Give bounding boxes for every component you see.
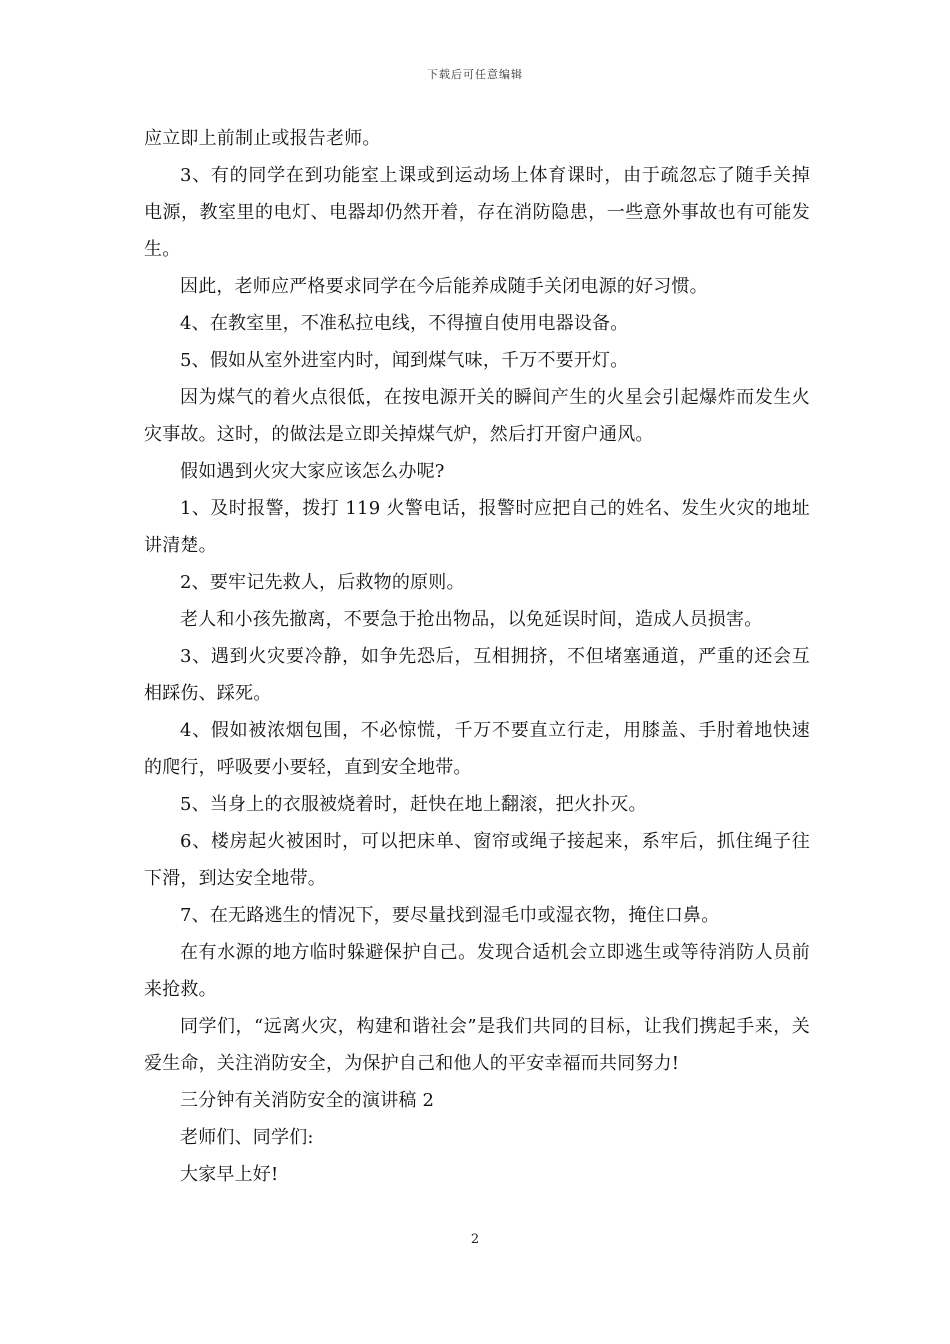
paragraph: 因为煤气的着火点很低，在按电源开关的瞬间产生的火星会引起爆炸而发生火灾事故。这时，的做法是立即关掉煤气炉，然后打开窗户通风。 xyxy=(144,387,810,445)
paragraph: 3、有的同学在到功能室上课或到运动场上体育课时，由于疏忽忘了随手关掉电源，教室里的电灯、电器却仍然开着，存在消防隐患，一些意外事故也有可能发生。 xyxy=(144,165,810,260)
paragraph: 3、遇到火灾要冷静，如争先恐后，互相拥挤，不但堵塞通道，严重的还会互相踩伤、踩死。 xyxy=(144,646,810,704)
salutation: 老师们、同学们: xyxy=(180,1127,314,1148)
paragraph: 同学们，“远离火灾，构建和谐社会”是我们共同的目标，让我们携起手来，关爱生命，关注消防安全，为保护自己和他人的平安幸福而共同努力! xyxy=(144,1016,810,1074)
paragraph: 4、在教室里，不准私拉电线，不得擅自使用电器设备。 xyxy=(180,313,629,334)
paragraph: 应立即上前制止或报告老师。 xyxy=(144,128,381,149)
paragraph: 5、假如从室外进室内时，闻到煤气味，千万不要开灯。 xyxy=(180,350,629,371)
paragraph: 老人和小孩先撤离，不要急于抢出物品，以免延误时间，造成人员损害。 xyxy=(180,609,763,630)
page-number: 2 xyxy=(470,1232,480,1247)
page-header: 下载后可任意编辑 xyxy=(427,68,523,81)
paragraph: 5、当身上的衣服被烧着时，赶快在地上翻滚，把火扑灭。 xyxy=(180,794,647,815)
paragraph: 因此，老师应严格要求同学在今后能养成随手关闭电源的好习惯。 xyxy=(180,276,708,297)
paragraph: 在有水源的地方临时躲避保护自己。发现合适机会立即逃生或等待消防人员前来抢救。 xyxy=(144,942,810,1000)
paragraph: 7、在无路逃生的情况下，要尽量找到湿毛巾或湿衣物，掩住口鼻。 xyxy=(180,905,720,926)
paragraph: 2、要牢记先救人，后救物的原则。 xyxy=(180,572,465,593)
paragraph: 6、楼房起火被困时，可以把床单、窗帘或绳子接起来，系牢后，抓住绳子往下滑，到达安全地带。 xyxy=(144,831,810,889)
greeting: 大家早上好! xyxy=(180,1164,279,1185)
paragraph: 4、假如被浓烟包围，不必惊慌，千万不要直立行走，用膝盖、手肘着地快速的爬行，呼吸要小要轻，直到安全地带。 xyxy=(144,720,810,778)
section-title: 三分钟有关消防安全的演讲稿 2 xyxy=(180,1090,435,1111)
document-body xyxy=(144,120,810,1193)
paragraph: 假如遇到火灾大家应该怎么办呢? xyxy=(180,461,445,482)
paragraph: 1、及时报警，拨打 119 火警电话，报警时应把自己的姓名、发生火灾的地址讲清楚。 xyxy=(144,498,810,556)
